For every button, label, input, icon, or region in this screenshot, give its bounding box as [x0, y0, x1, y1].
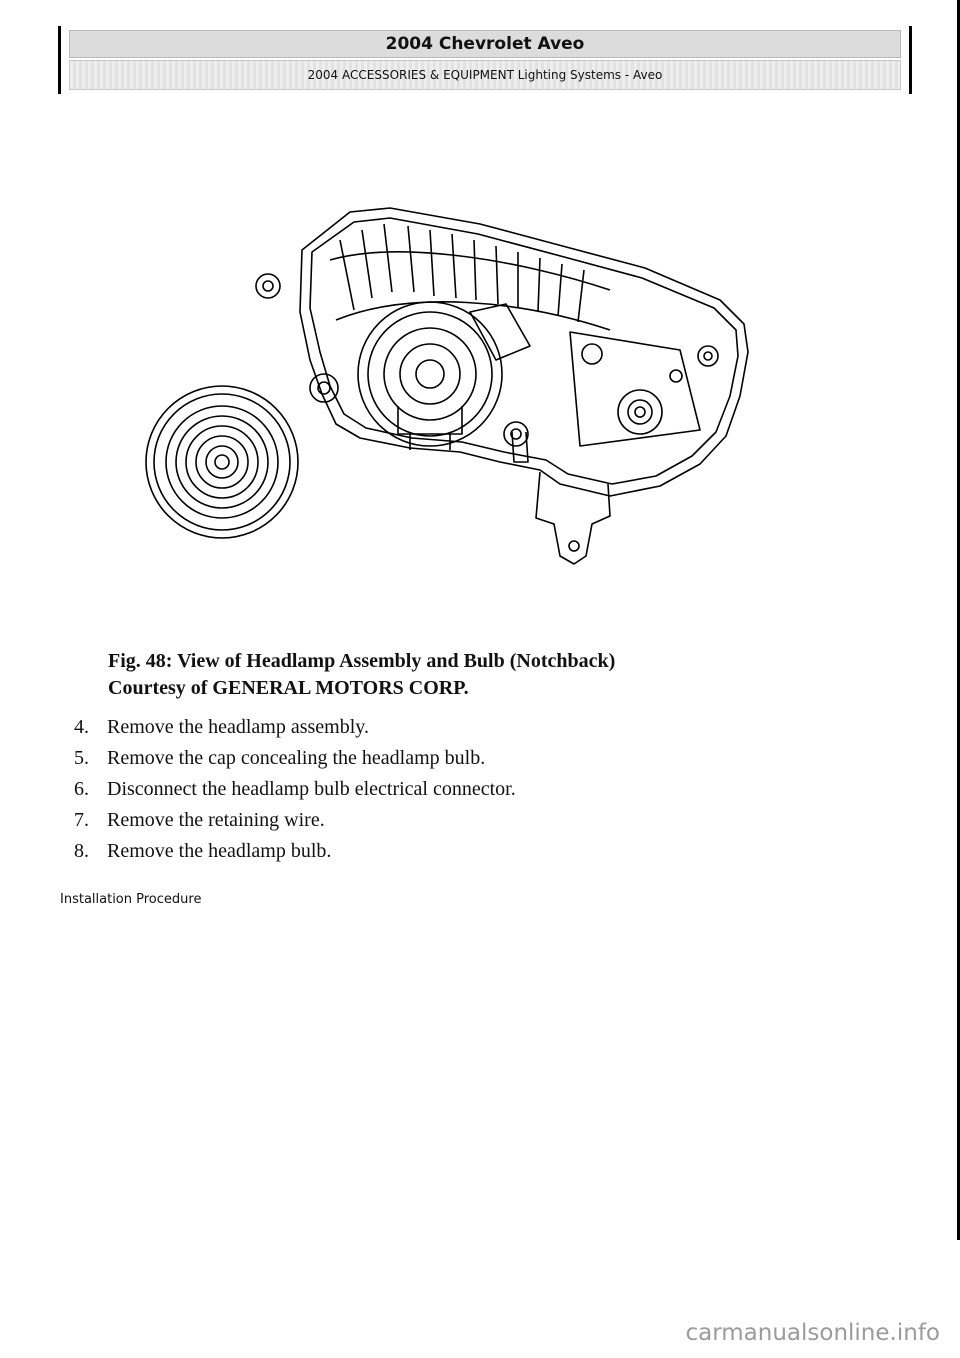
document-header — [58, 26, 912, 94]
step-text: Remove the cap concealing the headlamp bulb. — [107, 747, 486, 769]
step-number: 8. — [74, 840, 89, 862]
step-text: Remove the headlamp bulb. — [107, 840, 332, 862]
header-title: 2004 Chevrolet Aveo — [69, 30, 901, 58]
list-item — [74, 712, 516, 743]
site-watermark: carmanualsonline.info — [685, 1320, 940, 1346]
step-text: Remove the headlamp assembly. — [107, 716, 369, 738]
figure-caption — [108, 648, 615, 702]
header-subtitle: 2004 ACCESSORIES & EQUIPMENT Lighting Systems - Aveo — [69, 60, 901, 90]
list-item — [74, 805, 516, 836]
step-number: 5. — [74, 747, 89, 769]
step-number: 4. — [74, 716, 89, 738]
section-heading: Installation Procedure — [60, 892, 202, 907]
step-number: 6. — [74, 778, 89, 800]
headlamp-illustration — [140, 200, 760, 580]
step-text: Remove the retaining wire. — [107, 809, 325, 831]
step-text: Disconnect the headlamp bulb electrical connector. — [107, 778, 516, 800]
headlamp-housing-drawing — [256, 208, 748, 564]
step-number: 7. — [74, 809, 89, 831]
removal-steps-list — [74, 712, 516, 867]
caption-title: Fig. 48: View of Headlamp Assembly and Bulb (Notchback) — [108, 650, 616, 672]
list-item — [74, 743, 516, 774]
list-item — [74, 836, 516, 867]
list-item — [74, 774, 516, 805]
bulb-cap-drawing — [146, 386, 298, 538]
caption-credit: Courtesy of GENERAL MOTORS CORP. — [108, 677, 469, 699]
